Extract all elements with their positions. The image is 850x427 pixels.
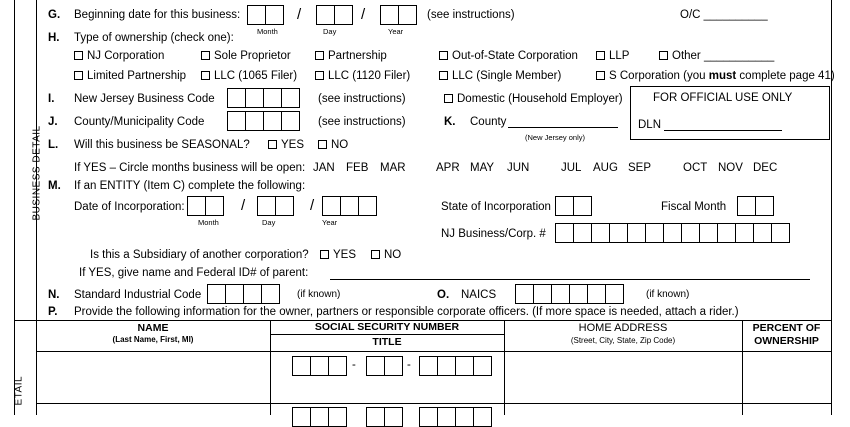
- opt-domestic[interactable]: Domestic (Household Employer): [444, 93, 623, 105]
- checkbox-icon[interactable]: [74, 51, 83, 60]
- subsidiary-no[interactable]: NO: [371, 249, 401, 261]
- subsidiary-label: Is this a Subsidiary of another corporation?: [90, 249, 309, 261]
- county-label: County: [470, 116, 507, 128]
- dln-input[interactable]: [664, 130, 782, 131]
- nj-business-corp-boxes[interactable]: [555, 223, 789, 243]
- month-caption: Month: [257, 27, 278, 36]
- side-label-business-detail: BUSINESS DETAIL: [31, 125, 43, 221]
- if-known-note: (if known): [297, 289, 341, 300]
- row-n-letter: N.: [48, 289, 60, 301]
- side-label-detail: ETAIL: [13, 375, 25, 406]
- see-instructions-note: (see instructions): [318, 116, 406, 128]
- ssn-area-boxes-row2[interactable]: [292, 407, 346, 427]
- dln-label: DLN: [638, 119, 662, 131]
- beginning-month-boxes[interactable]: [247, 5, 283, 25]
- opt-sole-proprietor[interactable]: Sole Proprietor: [201, 50, 291, 62]
- subsidiary-yes[interactable]: YES: [320, 249, 356, 261]
- seasonal-yes[interactable]: YES: [268, 139, 304, 151]
- day-caption: Day: [262, 218, 276, 227]
- ssn-group-boxes-row2[interactable]: [366, 407, 402, 427]
- incorp-year-boxes[interactable]: [322, 196, 376, 216]
- checkbox-icon[interactable]: [268, 140, 277, 149]
- table-col-line: [504, 320, 505, 415]
- month-jul[interactable]: JUL: [561, 162, 582, 174]
- checkbox-icon[interactable]: [315, 71, 324, 80]
- county-code-boxes[interactable]: [227, 111, 299, 131]
- ssn-serial-boxes[interactable]: [419, 356, 491, 376]
- row-g-letter: G.: [48, 9, 61, 21]
- table-row-line: [36, 403, 832, 404]
- checkbox-icon[interactable]: [315, 51, 324, 60]
- ssn-title-divider: [270, 334, 504, 335]
- fiscal-month-boxes[interactable]: [737, 196, 773, 216]
- see-instructions-note: (see instructions): [427, 9, 515, 21]
- nj-only-caption: (New Jersey only): [525, 133, 586, 142]
- county-input[interactable]: [508, 127, 618, 128]
- month-caption: Month: [198, 218, 219, 227]
- beginning-year-boxes[interactable]: [380, 5, 416, 25]
- seasonal-no[interactable]: NO: [318, 139, 348, 151]
- oc-field[interactable]: O/C __________: [680, 9, 768, 21]
- ssn-area-boxes[interactable]: [292, 356, 346, 376]
- checkbox-icon[interactable]: [659, 51, 668, 60]
- official-use-label: FOR OFFICIAL USE ONLY: [653, 92, 793, 104]
- opt-llc-1120[interactable]: LLC (1120 Filer): [315, 70, 410, 82]
- month-may[interactable]: MAY: [470, 162, 495, 174]
- parent-label: If YES, give name and Federal ID# of parent:: [79, 267, 309, 279]
- row-p-letter: P.: [48, 306, 58, 318]
- col-ssn-header: SOCIAL SECURITY NUMBER: [314, 321, 460, 333]
- entity-label: If an ENTITY (Item C) complete the following:: [74, 180, 306, 192]
- ssn-dash: -: [352, 359, 356, 371]
- checkbox-icon[interactable]: [320, 250, 329, 259]
- row-j-letter: J.: [48, 116, 58, 128]
- year-caption: Year: [322, 218, 338, 227]
- checkbox-icon[interactable]: [596, 71, 605, 80]
- date-slash: /: [297, 6, 302, 23]
- see-instructions-note: (see instructions): [318, 93, 406, 105]
- opt-s-corporation[interactable]: S Corporation (you must complete page 41): [596, 70, 835, 82]
- ssn-dash: -: [407, 359, 411, 371]
- date-slash: /: [361, 6, 366, 23]
- month-nov[interactable]: NOV: [718, 162, 743, 174]
- row-o-letter: O.: [437, 289, 450, 301]
- month-oct[interactable]: OCT: [683, 162, 708, 174]
- col-percent-header: PERCENT OF: [752, 322, 821, 334]
- table-header-bottom: [36, 351, 832, 352]
- if-known-note: (if known): [646, 289, 690, 300]
- row-i-letter: I.: [48, 93, 55, 105]
- seasonal-label: Will this business be SEASONAL?: [74, 139, 250, 151]
- month-jan[interactable]: JAN: [313, 162, 335, 174]
- checkbox-icon[interactable]: [318, 140, 327, 149]
- checkbox-icon[interactable]: [74, 71, 83, 80]
- col-name-header: NAME: [137, 322, 169, 334]
- row-k-letter: K.: [444, 116, 456, 128]
- beginning-date-label: Beginning date for this business:: [74, 9, 241, 21]
- opt-llc-1065[interactable]: LLC (1065 Filer): [201, 70, 297, 82]
- naics-label: NAICS: [461, 289, 497, 301]
- checkbox-icon[interactable]: [371, 250, 380, 259]
- month-dec[interactable]: DEC: [753, 162, 778, 174]
- row-m-letter: M.: [48, 180, 61, 192]
- opt-nj-corporation[interactable]: NJ Corporation: [74, 50, 164, 62]
- checkbox-icon[interactable]: [444, 94, 453, 103]
- month-apr[interactable]: APR: [436, 162, 460, 174]
- date-of-incorporation-label: Date of Incorporation:: [74, 201, 185, 213]
- left-border: [14, 0, 15, 415]
- opt-llp[interactable]: LLP: [596, 50, 629, 62]
- checkbox-icon[interactable]: [439, 71, 448, 80]
- day-caption: Day: [323, 27, 337, 36]
- right-border: [831, 0, 832, 415]
- row-l-letter: L.: [48, 139, 59, 151]
- sic-label: Standard Industrial Code: [74, 289, 202, 301]
- year-caption: Year: [388, 27, 404, 36]
- beginning-day-boxes[interactable]: [316, 5, 352, 25]
- col-title-header: TITLE: [372, 336, 402, 348]
- checkbox-icon[interactable]: [439, 51, 448, 60]
- county-municipality-label: County/Municipality Code: [74, 116, 205, 128]
- sic-boxes[interactable]: [207, 284, 279, 304]
- checkbox-icon[interactable]: [201, 71, 210, 80]
- state-boxes[interactable]: [555, 196, 591, 216]
- nj-business-code-label: New Jersey Business Code: [74, 93, 215, 105]
- date-slash: /: [310, 197, 315, 214]
- parent-input[interactable]: [330, 279, 810, 280]
- opt-llc-single[interactable]: LLC (Single Member): [439, 70, 561, 82]
- fiscal-month-label: Fiscal Month: [661, 201, 727, 213]
- col-name-sub: (Last Name, First, MI): [112, 335, 194, 344]
- opt-other[interactable]: Other ___________: [659, 50, 774, 62]
- col-address-header: HOME ADDRESS: [578, 322, 668, 334]
- opt-out-of-state[interactable]: Out-of-State Corporation: [439, 50, 578, 62]
- month-jun[interactable]: JUN: [507, 162, 530, 174]
- incorp-day-boxes[interactable]: [257, 196, 293, 216]
- state-of-incorporation-label: State of Incorporation: [441, 201, 551, 213]
- ownership-type-label: Type of ownership (check one):: [74, 32, 234, 44]
- month-sep[interactable]: SEP: [628, 162, 652, 174]
- date-slash: /: [241, 197, 246, 214]
- row-h-letter: H.: [48, 32, 60, 44]
- owners-instructions: Provide the following information for the owner, partners or responsible corporate officers. (If more space is needed, attach a rider.): [74, 306, 739, 318]
- col-ownership-header: OWNERSHIP: [754, 335, 819, 347]
- col-address-sub: (Street, City, State, Zip Code): [570, 336, 676, 345]
- naics-boxes[interactable]: [515, 284, 623, 304]
- month-feb[interactable]: FEB: [346, 162, 369, 174]
- opt-limited-partnership[interactable]: Limited Partnership: [74, 70, 186, 82]
- circle-months-label: If YES – Circle months business will be open:: [74, 162, 306, 174]
- nj-business-code-boxes[interactable]: [227, 88, 299, 108]
- nj-business-corp-label: NJ Business/Corp. #: [441, 228, 546, 240]
- incorp-month-boxes[interactable]: [187, 196, 223, 216]
- opt-partnership[interactable]: Partnership: [315, 50, 387, 62]
- checkbox-icon[interactable]: [201, 51, 210, 60]
- ssn-group-boxes[interactable]: [366, 356, 402, 376]
- month-aug[interactable]: AUG: [593, 162, 618, 174]
- ssn-serial-boxes-row2[interactable]: [419, 407, 491, 427]
- month-mar[interactable]: MAR: [380, 162, 406, 174]
- checkbox-icon[interactable]: [596, 51, 605, 60]
